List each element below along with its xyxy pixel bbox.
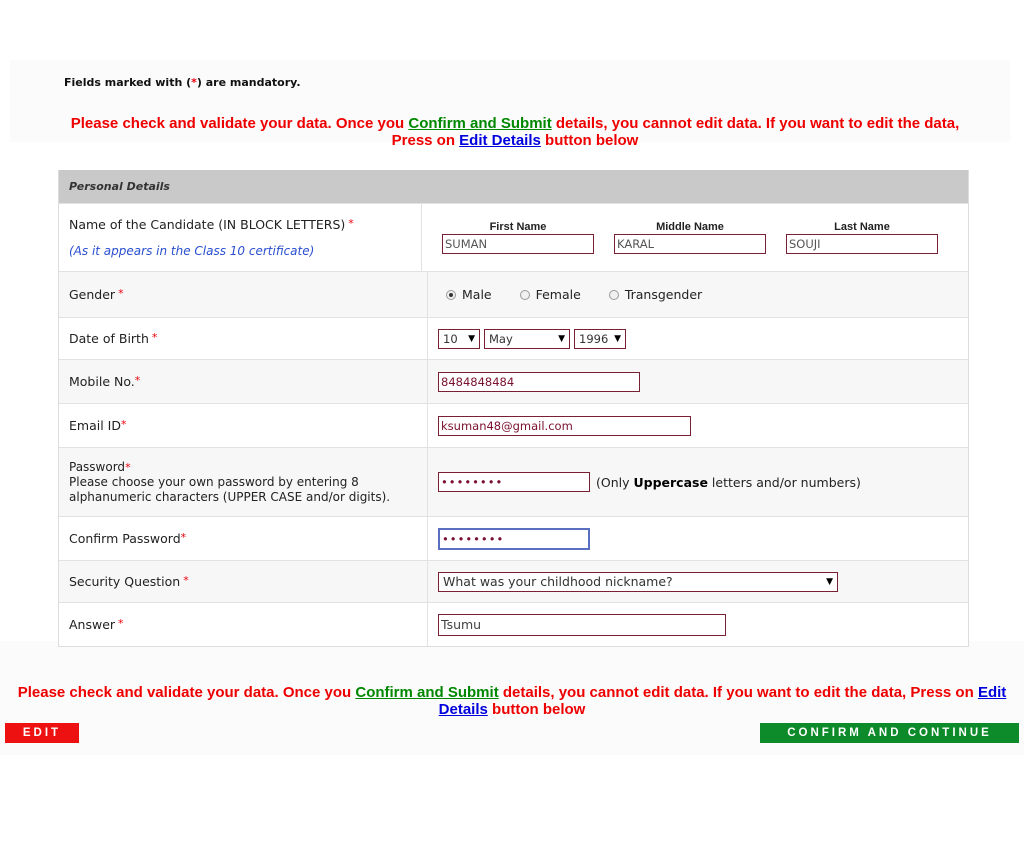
value-name	[422, 204, 968, 271]
confirm-submit-link[interactable]: Confirm and Submit	[355, 684, 499, 701]
answer-input[interactable]: Tsumu	[438, 614, 726, 636]
dob-month-select[interactable]: May ▼	[484, 329, 570, 349]
middle-name-group	[614, 221, 766, 254]
gender-radio-male[interactable]: Male	[446, 287, 492, 302]
password-help: Please choose your own password by entering 8 alphanumeric characters (UPPER CASE and/or digits).	[69, 474, 391, 504]
value-password	[428, 448, 968, 516]
password-input[interactable]: ••••••••	[438, 472, 590, 492]
value-answer	[428, 603, 968, 646]
label-dob: Date of Birth *	[59, 318, 428, 359]
label-gender: Gender *	[59, 272, 428, 317]
mobile-input[interactable]: 8484848484	[438, 372, 640, 392]
triangle-down-icon: ▼	[558, 333, 565, 344]
required-star: *	[180, 531, 187, 544]
confirm-and-continue-button[interactable]: CONFIRM AND CONTINUE	[760, 723, 1019, 743]
required-star: *	[151, 331, 158, 344]
row-mobile	[59, 359, 968, 403]
label-answer: Answer *	[59, 603, 428, 646]
value-confirm-password	[428, 517, 968, 560]
row-confirm-password	[59, 516, 968, 560]
mandatory-notice: Fields marked with (*) are mandatory.	[64, 76, 301, 89]
first-name-group	[442, 221, 594, 254]
dob-year-select[interactable]: 1996 ▼	[574, 329, 626, 349]
value-security-question	[428, 561, 968, 602]
radio-icon	[609, 290, 619, 300]
required-star: *	[191, 76, 197, 89]
gender-radio-female[interactable]: Female	[520, 287, 581, 302]
dob-day-select[interactable]: 10 ▼	[438, 329, 480, 349]
edit-button[interactable]: EDIT	[5, 723, 79, 743]
last-name-group	[786, 221, 938, 254]
row-security-question	[59, 560, 968, 602]
radio-icon	[520, 290, 530, 300]
triangle-down-icon: ▼	[468, 333, 475, 344]
label-name: Name of the Candidate (IN BLOCK LETTERS) * (As it appears in the Class 10 certificate)	[59, 204, 422, 271]
row-dob	[59, 317, 968, 359]
edit-details-link[interactable]: Edit Details	[459, 132, 541, 149]
row-name	[59, 203, 968, 271]
required-star: *	[134, 374, 141, 387]
value-dob	[428, 318, 968, 359]
required-star: *	[120, 418, 127, 431]
label-email: Email ID*	[59, 404, 428, 447]
row-email	[59, 403, 968, 447]
label-mobile: Mobile No.*	[59, 360, 428, 403]
value-email	[428, 404, 968, 447]
validation-warning-top: Please check and validate your data. Once you Confirm and Submit details, you cannot edit data. If you want to edit the data, Press on Edit Details button below	[70, 115, 960, 149]
triangle-down-icon: ▼	[614, 333, 621, 344]
last-name-caption: Last Name	[834, 221, 890, 233]
required-star: *	[118, 287, 124, 300]
password-note: (Only Uppercase letters and/or numbers)	[596, 474, 861, 490]
middle-name-caption: Middle Name	[656, 221, 724, 233]
first-name-caption: First Name	[489, 221, 547, 233]
middle-name-input[interactable]: KARAL	[614, 234, 766, 254]
edit-details-link[interactable]: Edit Details	[438, 684, 1007, 718]
row-password	[59, 447, 968, 516]
confirm-password-input[interactable]: ••••••••	[438, 528, 590, 550]
required-star: *	[183, 574, 189, 587]
required-star: *	[118, 617, 124, 630]
value-gender	[428, 272, 968, 317]
personal-details-form	[58, 170, 969, 647]
gender-radio-transgender[interactable]: Transgender	[609, 287, 702, 302]
value-mobile	[428, 360, 968, 403]
radio-selected-icon	[446, 290, 456, 300]
triangle-down-icon: ▼	[826, 576, 833, 587]
row-answer	[59, 602, 968, 646]
security-question-select[interactable]: What was your childhood nickname? ▼	[438, 572, 838, 592]
section-header: Personal Details	[59, 170, 968, 203]
required-star: *	[348, 217, 354, 230]
last-name-input[interactable]: SOUJI	[786, 234, 938, 254]
confirm-submit-link[interactable]: Confirm and Submit	[408, 115, 552, 132]
label-security-question: Security Question *	[59, 561, 428, 602]
validation-warning-bottom: Please check and validate your data. Once you Confirm and Submit details, you cannot edit data. If you want to edit the data, Press on Edit Details button below	[17, 684, 1007, 718]
name-hint: (As it appears in the Class 10 certificate)	[69, 244, 315, 258]
label-confirm-password: Confirm Password*	[59, 517, 428, 560]
first-name-input[interactable]: SUMAN	[442, 234, 594, 254]
email-input[interactable]: ksuman48@gmail.com	[438, 416, 691, 436]
required-star: *	[125, 460, 131, 474]
row-gender	[59, 271, 968, 317]
label-password: Password* Please choose your own password by entering 8 alphanumeric characters (UPPER CASE and/or digits).	[59, 448, 428, 516]
